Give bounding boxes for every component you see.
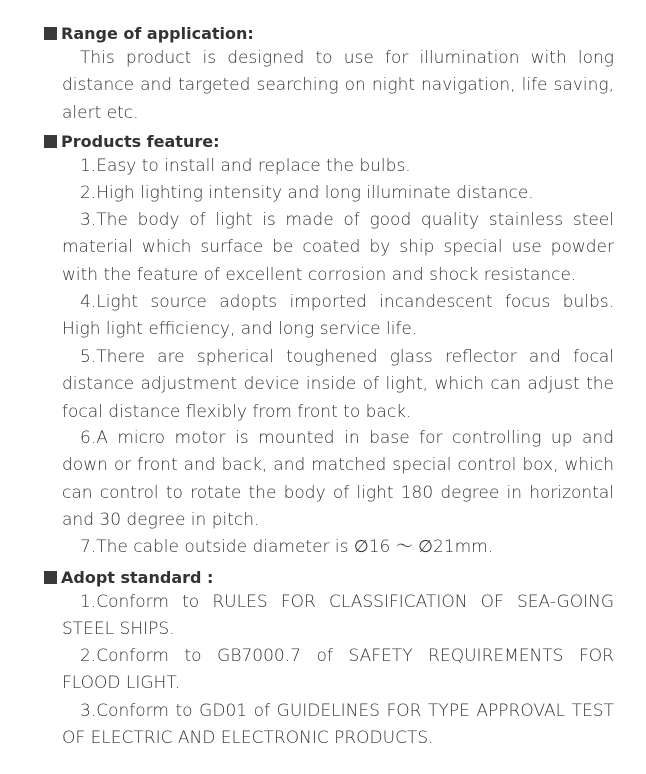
feature-item-5: 5.There are spherical toughened glass reflector and focal distance adjustment device inside of light, which can adjust the focal distance flexibly from front to back. — [62, 347, 614, 422]
feature-item-1: 1.Easy to install and replace the bulbs. — [80, 156, 411, 176]
standard-item-2: 2.Conform to GB7000.7 of SAFETY REQUIREMENTS FOR FLOOD LIGHT. — [62, 646, 614, 694]
feature-item-6: 6.A micro motor is mounted in base for controlling up and down or front and back, and matched special control box, which can control to rotate the body of light 180 degree in horizontal and 30 degree in pitch. — [62, 428, 614, 531]
application-paragraph: This product is designed to use for illumination with long distance and targeted searching on night navigation, life saving, alert etc. — [62, 48, 614, 123]
heading-text: Products feature: — [61, 131, 220, 151]
heading-text: Adopt standard : — [61, 567, 214, 587]
feature-item-7: 7.The cable outside diameter is ∅16 ～ ∅21mm. — [80, 537, 494, 557]
standard-item-1: 1.Conform to RULES FOR CLASSIFICATION OF SEA-GOING STEEL SHIPS. — [62, 592, 614, 640]
section-heading-features — [44, 129, 219, 153]
section-heading-standard — [44, 565, 213, 589]
section-heading-application — [44, 21, 254, 45]
bullet-square-icon — [44, 135, 57, 148]
heading-text: Range of application: — [61, 23, 254, 43]
feature-item-3: 3.The body of light is made of good quality stainless steel material which surface be coated by ship special use powder with the feature of excellent corrosion and shock resistance. — [62, 210, 614, 285]
bullet-square-icon — [44, 571, 57, 584]
bullet-square-icon — [44, 27, 57, 40]
standard-item-3: 3.Conform to GD01 of GUIDELINES FOR TYPE APPROVAL TEST OF ELECTRIC AND ELECTRONIC PRODUCTS. — [62, 701, 614, 749]
feature-item-2: 2.High lighting intensity and long illuminate distance. — [80, 183, 534, 203]
feature-item-4: 4.Light source adopts imported incandescent focus bulbs. High light efficiency, and long service life. — [62, 292, 614, 340]
